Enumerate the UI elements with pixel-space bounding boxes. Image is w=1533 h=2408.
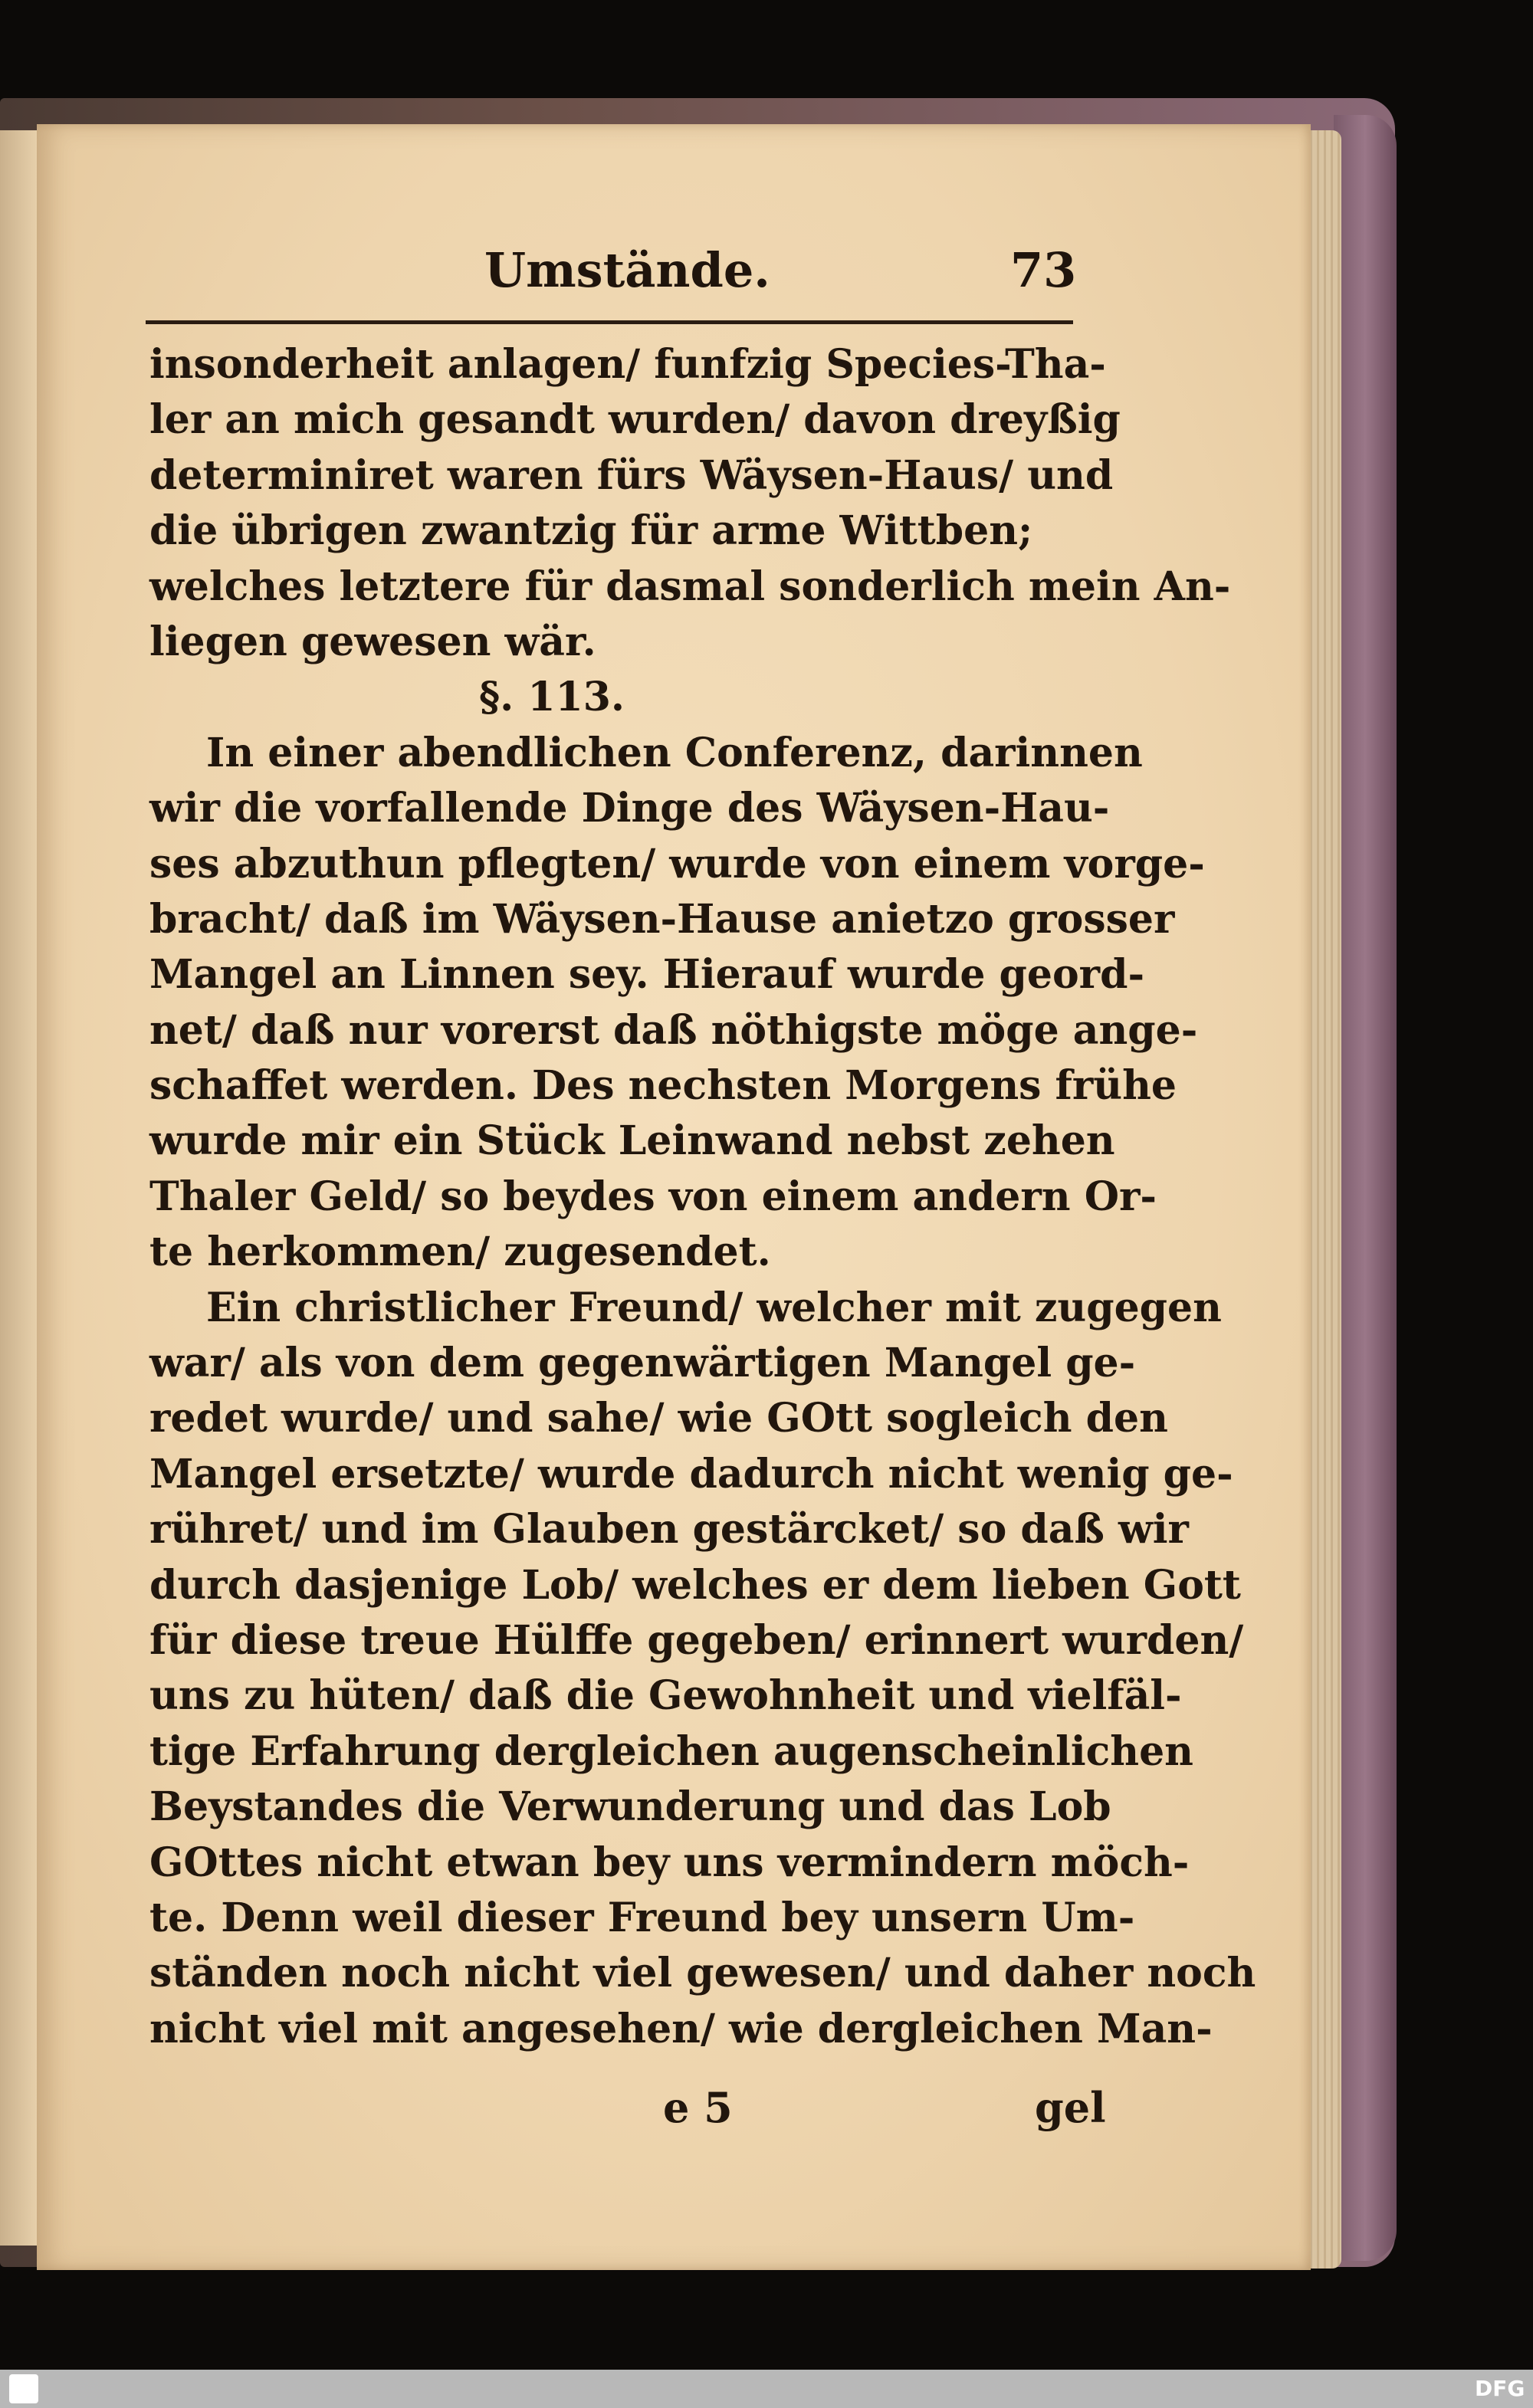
section-heading: §. 113. (478, 674, 625, 721)
signature-mark: e 5 (663, 2083, 733, 2132)
text-line: durch dasjenige Lob/ welches er dem lieben Gott (149, 1561, 1241, 1609)
text-line: In einer abendlichen Conferenz, darinnen (206, 729, 1143, 776)
text-line: uns zu hüten/ daß die Gewohnheit und vielfäl- (149, 1672, 1182, 1720)
facing-page-edge (0, 130, 38, 2246)
text-line: welches letztere für dasmal sonderlich mein An- (149, 563, 1231, 610)
text-line: rühret/ und im Glauben gestärcket/ so daß wir (149, 1506, 1189, 1553)
text-line: Mangel ersetzte/ wurde dadurch nicht wenig ge- (149, 1450, 1233, 1498)
text-line: Mangel an Linnen sey. Hierauf wurde geord- (149, 951, 1145, 999)
text-line: war/ als von dem gegenwärtigen Mangel ge- (149, 1340, 1136, 1387)
text-line: ses abzuthun pflegten/ wurde von einem vorge- (149, 840, 1205, 887)
text-line: net/ daß nur vorerst daß nöthigste möge ange- (149, 1006, 1198, 1054)
text-line: liegen gewesen wär. (149, 618, 596, 665)
text-line: schaffet werden. Des nechsten Morgens frühe (149, 1062, 1177, 1110)
text-line: wurde mir ein Stück Leinwand nebst zehen (149, 1117, 1115, 1165)
text-line: für diese treue Hülffe gegeben/ erinnert wurden/ (149, 1616, 1244, 1664)
page-number: 73 (1010, 242, 1077, 298)
text-line: te. Denn weil dieser Freund bey unsern Um- (149, 1894, 1135, 1941)
text-line: GOttes nicht etwan bey uns vermindern möch- (149, 1839, 1190, 1886)
text-line: bracht/ daß im Wäysen-Hause anietzo grosser (149, 895, 1175, 943)
text-line: determiniret waren fürs Wäysen-Haus/ und (149, 451, 1114, 499)
dfg-badge: DFG (1475, 2376, 1525, 2401)
text-line: nicht viel mit angesehen/ wie dergleichen Man- (149, 2005, 1213, 2052)
text-line: tige Erfahrung dergleichen augenscheinlichen (149, 1727, 1193, 1775)
running-title: Umstände. (484, 242, 770, 298)
text-line: te herkommen/ zugesendet. (149, 1229, 771, 1276)
page-header (153, 230, 1077, 299)
text-line: wir die vorfallende Dinge des Wäysen-Hau- (149, 785, 1110, 832)
text-line: die übrigen zwantzig für arme Wittben; (149, 507, 1033, 555)
text-line: ständen noch nicht viel gewesen/ und daher noch (149, 1950, 1256, 1997)
text-line: Beystandes die Verwunderung und das Lob (149, 1783, 1111, 1831)
book-cover-edge (1334, 115, 1397, 2261)
viewer-footer-bar (0, 2370, 1533, 2408)
text-line: ler an mich gesandt wurden/ davon dreyßig (149, 396, 1121, 444)
text-line: Ein christlicher Freund/ welcher mit zugegen (206, 1284, 1222, 1331)
text-line: redet wurde/ und sahe/ wie GOtt sogleich den (149, 1395, 1168, 1442)
catchword: gel (1035, 2083, 1106, 2132)
library-logo-icon (9, 2374, 38, 2403)
text-line: Thaler Geld/ so beydes von einem andern Or- (149, 1173, 1157, 1220)
text-line: insonderheit anlagen/ funfzig Species-Tha- (149, 341, 1106, 388)
header-rule (146, 320, 1073, 324)
body-text (149, 337, 1256, 2057)
